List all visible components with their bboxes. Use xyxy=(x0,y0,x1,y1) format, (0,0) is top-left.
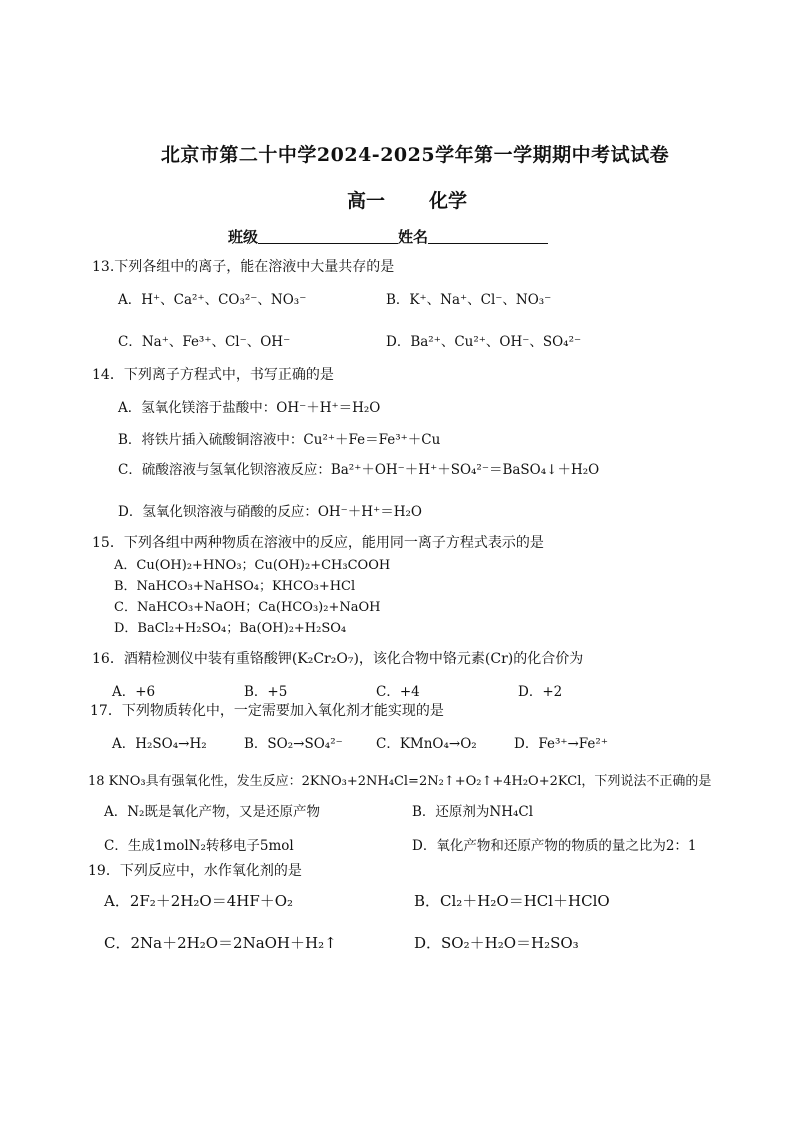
question-14-option-a: A．氢氧化镁溶于盐酸中：OH⁻＋H⁺＝H₂O xyxy=(118,400,381,416)
question-14-stem: 14．下列离子方程式中，书写正确的是 xyxy=(92,367,334,383)
question-19-option-b: B．Cl₂＋H₂O＝HCl＋HClO xyxy=(414,892,610,910)
question-16-option-d: D．+2 xyxy=(518,684,563,700)
question-16-option-c: C．+4 xyxy=(376,684,420,700)
question-15-option-d: D．BaCl₂+H₂SO₄；Ba(OH)₂+H₂SO₄ xyxy=(114,621,347,636)
exam-title: 北京市第二十中学2024-2025学年第一学期期中考试试卷 xyxy=(160,144,670,166)
question-18-option-c: C．生成1molN₂转移电子5mol xyxy=(104,838,294,854)
question-13-option-a: A．H⁺、Ca²⁺、CO₃²⁻、NO₃⁻ xyxy=(118,292,307,308)
question-14-option-b: B．将铁片插入硫酸铜溶液中：Cu²⁺＋Fe＝Fe³⁺＋Cu xyxy=(118,432,441,448)
question-18-option-a: A．N₂既是氧化产物，又是还原产物 xyxy=(104,804,320,820)
question-15-option-a: A．Cu(OH)₂+HNO₃；Cu(OH)₂+CH₃COOH xyxy=(114,558,391,573)
question-19-option-d: D．SO₂＋H₂O＝H₂SO₃ xyxy=(414,934,579,952)
question-17-option-b: B．SO₂→SO₄²⁻ xyxy=(244,736,343,752)
class-blank[interactable] xyxy=(258,227,398,244)
question-13-option-b: B．K⁺、Na⁺、Cl⁻、NO₃⁻ xyxy=(386,292,552,308)
name-label: 姓名 xyxy=(398,228,429,246)
question-15-option-c: C．NaHCO₃+NaOH；Ca(HCO₃)₂+NaOH xyxy=(114,600,381,615)
question-15-stem: 15．下列各组中两种物质在溶液中的反应，能用同一离子方程式表示的是 xyxy=(92,535,544,551)
question-14-option-c: C．硫酸溶液与氢氧化钡溶液反应：Ba²⁺＋OH⁻＋H⁺＋SO₄²⁻＝BaSO₄↓＋H₂O xyxy=(118,462,600,478)
question-13-option-c: C．Na⁺、Fe³⁺、Cl⁻、OH⁻ xyxy=(118,334,291,350)
student-info-line xyxy=(228,226,548,247)
exam-subtitle xyxy=(10,186,794,213)
question-19-stem: 19．下列反应中，水作氧化剂的是 xyxy=(88,863,302,879)
question-16-option-a: A．+6 xyxy=(112,684,156,700)
question-17-stem: 17．下列物质转化中，一定需要加入氧化剂才能实现的是 xyxy=(90,703,444,719)
question-16-option-b: B．+5 xyxy=(244,684,288,700)
question-17-option-a: A．H₂SO₄→H₂ xyxy=(112,736,207,752)
question-19-option-c: C．2Na＋2H₂O＝2NaOH＋H₂↑ xyxy=(104,934,337,952)
class-label: 班级 xyxy=(228,228,259,246)
grade-label: 高一 xyxy=(346,190,385,212)
question-18-option-d: D．氧化产物和还原产物的物质的量之比为2：1 xyxy=(412,838,697,854)
question-19-option-a: A．2F₂＋2H₂O＝4HF＋O₂ xyxy=(104,892,294,910)
subject-label: 化学 xyxy=(429,190,468,212)
question-18-stem: 18 KNO₃具有强氧化性，发生反应：2KNO₃+2NH₄Cl=2N₂↑+O₂↑+4H₂O+2KCl，下列说法不正确的是 xyxy=(88,774,712,789)
question-17-option-c: C．KMnO₄→O₂ xyxy=(376,736,477,752)
question-18-option-b: B．还原剂为NH₄Cl xyxy=(412,804,534,820)
name-blank[interactable] xyxy=(428,227,548,244)
question-14-option-d: D．氢氧化钡溶液与硝酸的反应：OH⁻＋H⁺＝H₂O xyxy=(118,504,422,520)
question-17-option-d: D．Fe³⁺→Fe²⁺ xyxy=(514,736,608,752)
question-15-option-b: B．NaHCO₃+NaHSO₄；KHCO₃+HCl xyxy=(114,579,356,594)
question-13-option-d: D．Ba²⁺、Cu²⁺、OH⁻、SO₄²⁻ xyxy=(386,334,582,350)
question-16-stem: 16．酒精检测仪中装有重铬酸钾(K₂Cr₂O₇)，该化合物中铬元素(Cr)的化合价为 xyxy=(92,651,584,667)
question-13-stem: 13.下列各组中的离子，能在溶液中大量共存的是 xyxy=(92,259,395,275)
